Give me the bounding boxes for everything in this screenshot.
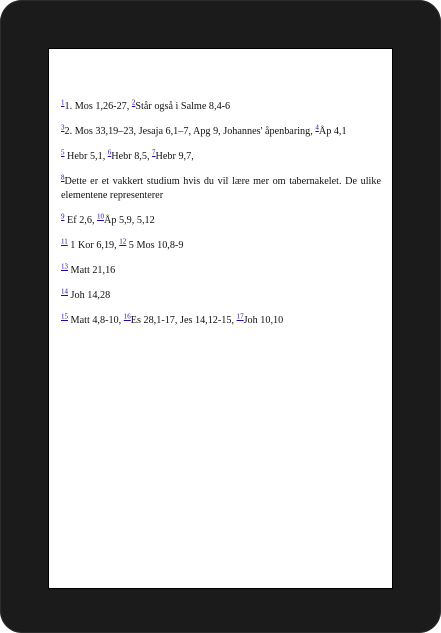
footnote-ref-link[interactable]: 14	[61, 287, 68, 296]
footnote-text: Es 28,1-17, Jes 14,12-15,	[130, 315, 237, 326]
footnote-entry	[61, 100, 381, 114]
footnote-ref-link[interactable]: 16	[123, 312, 131, 321]
footnote-ref-link[interactable]: 15	[61, 312, 68, 321]
footnote-text: 5 Mos 10,8-9	[126, 240, 184, 251]
footnote-text: Hebr 8,5,	[111, 151, 153, 162]
footnote-ref-link[interactable]: 3	[61, 123, 65, 132]
footnote-ref-link[interactable]: 1	[61, 98, 65, 107]
footnote-text: Joh 14,28	[68, 290, 111, 301]
footnote-ref-link[interactable]: 9	[61, 212, 65, 221]
footnote-text: Hebr 5,1,	[64, 151, 108, 162]
footnote-text: 1. Mos 1,26-27,	[64, 101, 132, 112]
footnote-text: 2. Mos 33,19–23, Jesaja 6,1–7, Apg 9, Johannes' åpenbaring,	[64, 126, 316, 137]
footnote-text: Åp 4,1	[318, 126, 347, 137]
footnote-text: Hebr 9,7,	[155, 151, 194, 162]
footnote-entry	[61, 314, 381, 328]
footnote-ref-link[interactable]: 12	[119, 237, 127, 246]
footnote-ref-link[interactable]: 2	[131, 98, 136, 107]
footnote-text: Joh 10,10	[243, 315, 284, 326]
footnote-entry	[61, 150, 381, 164]
footnote-entry	[61, 175, 381, 203]
footnote-entry	[61, 125, 381, 139]
footnote-ref-link[interactable]: 6	[107, 148, 112, 157]
footnote-text: Matt 4,8-10,	[68, 315, 124, 326]
footnote-text: 1 Kor 6,19,	[67, 240, 120, 251]
footnote-text: Ef 2,6,	[64, 215, 98, 226]
footnote-ref-link[interactable]: 10	[97, 212, 105, 221]
footnote-ref-link[interactable]: 8	[61, 173, 65, 182]
footnote-ref-link[interactable]: 17	[236, 312, 244, 321]
footnote-ref-link[interactable]: 4	[315, 123, 319, 132]
footnote-entry	[61, 239, 381, 253]
footnote-ref-link[interactable]: 13	[61, 262, 68, 271]
footnote-entry	[61, 214, 381, 228]
footnote-ref-link[interactable]: 11	[61, 237, 68, 246]
footnote-text: Åp 5,9, 5,12	[104, 215, 155, 226]
footnote-text: Dette er et vakkert studium hvis du vil lære mer om tabernakelet. De ulike elementene representerer	[61, 176, 381, 201]
footnotes-section	[61, 100, 381, 339]
reader-page[interactable]	[48, 48, 393, 589]
footnote-entry	[61, 289, 381, 303]
footnote-ref-link[interactable]: 5	[61, 148, 65, 157]
footnote-text: Står også i Salme 8,4-6	[135, 101, 231, 112]
footnote-text: Matt 21,16	[68, 265, 116, 276]
footnote-ref-link[interactable]: 7	[152, 148, 156, 157]
footnote-entry	[61, 264, 381, 278]
